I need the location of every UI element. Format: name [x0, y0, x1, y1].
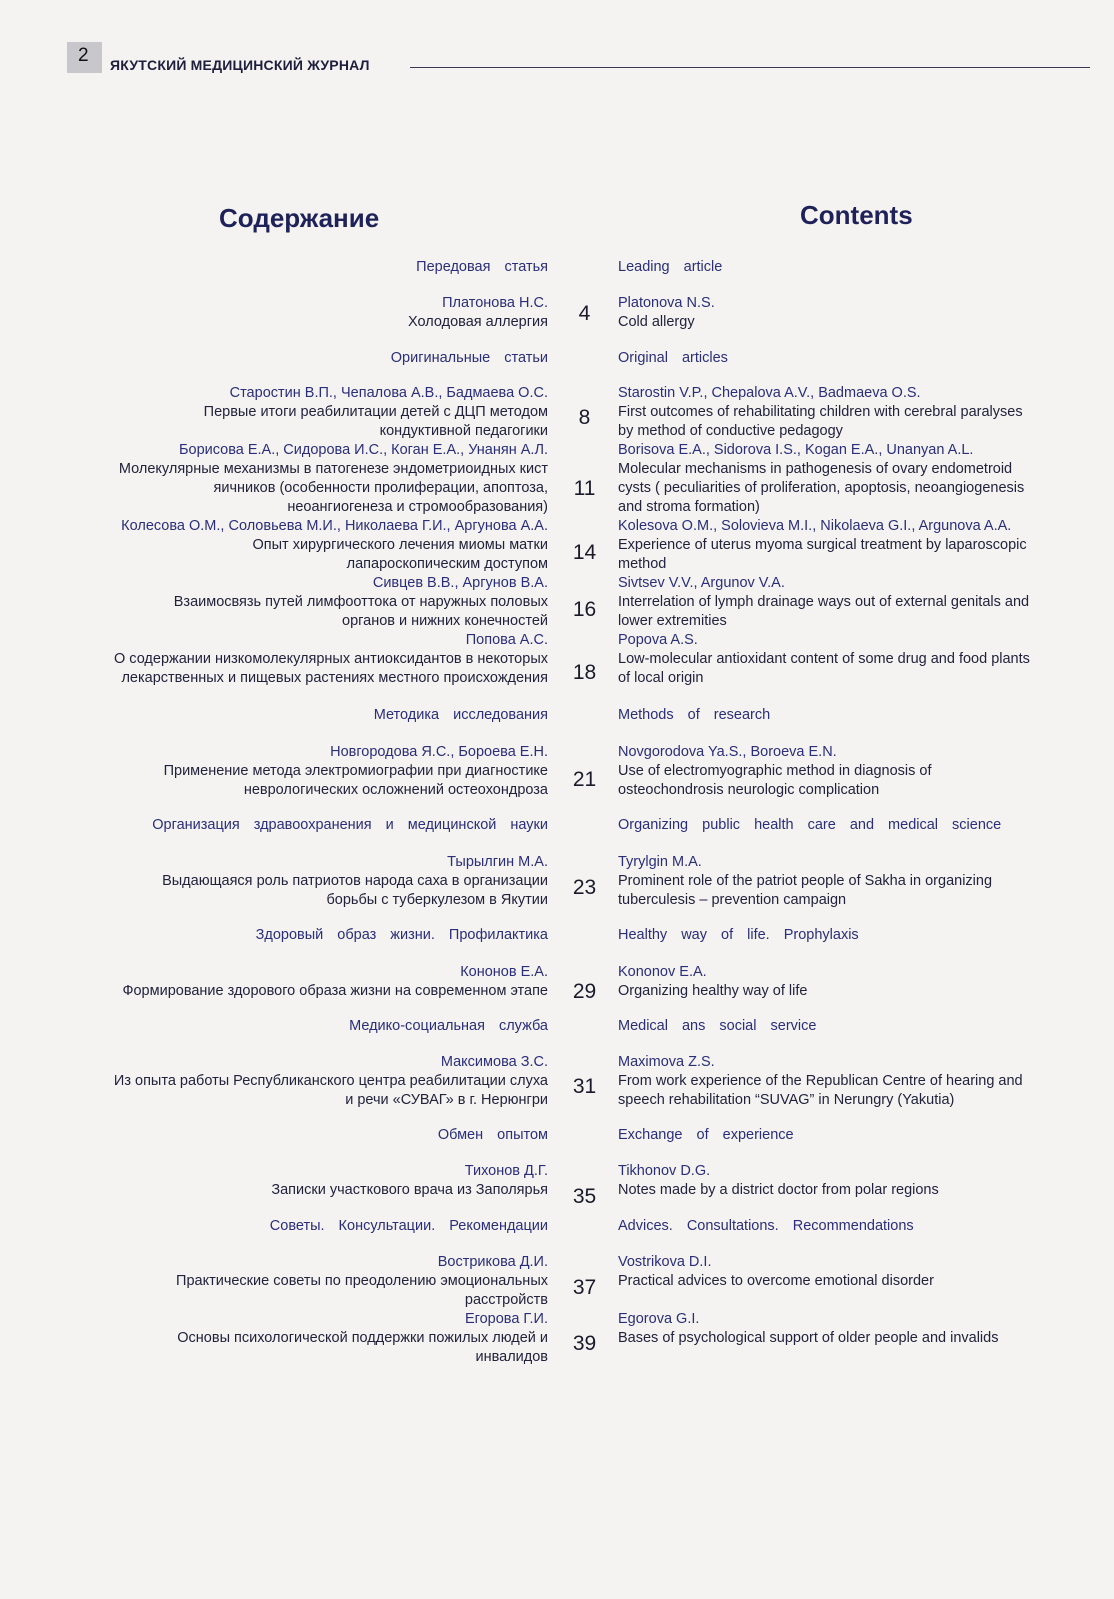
article-title-line: и речи «СУВАГ» в г. Нерюнгри	[345, 1092, 548, 1108]
article-page-number: 21	[572, 768, 597, 791]
article-title-line: Формирование здорового образа жизни на современном этапе	[122, 983, 548, 999]
article-page-number: 14	[572, 541, 597, 564]
article-authors: Вострикова Д.И.	[437, 1254, 548, 1270]
article-title-line: Cold allergy	[618, 314, 695, 330]
article-title-line: О содержании низкомолекулярных антиоксидантов в некоторых	[113, 651, 548, 667]
article-title-line: Experience of uterus myoma surgical treatment by laparoscopic	[618, 537, 1027, 553]
section-heading-en: Exchange of experience	[618, 1127, 794, 1143]
section-heading-en: Methods of research	[618, 707, 771, 723]
article-authors: Егорова Г.И.	[464, 1311, 548, 1327]
article-en-8[interactable]	[618, 853, 1088, 910]
article-title-line: неврологических осложнений остеохондроза	[243, 782, 548, 798]
article-title-line: инвалидов	[475, 1349, 548, 1365]
section-heading-ru: Здоровый образ жизни. Профилактика	[255, 927, 548, 943]
article-title-line: First outcomes of rehabilitating children with cerebral paralyses	[618, 404, 1023, 420]
article-title-line: by method of conductive pedagogy	[618, 423, 843, 439]
article-title-line: method	[618, 556, 667, 572]
article-ru-3[interactable]	[55, 441, 548, 517]
article-authors: Starostin V.P., Chepalova A.V., Badmaeva O.S.	[618, 385, 921, 401]
section-heading-ru: Советы. Консультации. Рекомендации	[269, 1218, 548, 1234]
article-authors: Borisova E.A., Sidorova I.S., Kogan E.A., Unanyan A.L.	[618, 442, 974, 458]
article-authors: Сивцев В.В., Аргунов В.А.	[372, 575, 548, 591]
section-heading-en: Leading article	[618, 259, 723, 275]
article-authors: Platonova N.S.	[618, 295, 715, 311]
article-page-number: 18	[572, 661, 597, 684]
article-title-line: Organizing healthy way of life	[618, 983, 808, 999]
article-ru-13[interactable]	[55, 1310, 548, 1367]
article-title-line: Notes made by a district doctor from polar regions	[618, 1182, 939, 1198]
article-ru-2[interactable]	[55, 384, 548, 441]
article-title-line: неоангиогенеза и стромообразования)	[287, 499, 548, 515]
article-title-line: tuberculesis – prevention campaign	[618, 892, 847, 908]
article-page-number: 37	[572, 1276, 597, 1299]
article-authors: Колесова О.М., Соловьева М.И., Николаева Г.И., Аргунова А.А.	[121, 518, 548, 534]
article-authors: Максимова З.С.	[440, 1054, 548, 1070]
article-page-number: 29	[572, 980, 597, 1003]
article-authors: Novgorodova Ya.S., Boroeva E.N.	[618, 744, 837, 760]
article-title-line: cysts ( peculiarities of proliferation, apoptosis, neoangiogenesis	[618, 480, 1025, 496]
header-rule	[410, 67, 1090, 68]
article-ru-8[interactable]	[55, 853, 548, 910]
article-en-4[interactable]	[618, 517, 1088, 574]
article-title-line: Взаимосвязь путей лимфооттока от наружных половых	[173, 594, 548, 610]
section-heading-en: Advices. Consultations. Recommendations	[618, 1218, 914, 1234]
article-title-line: борьбы с туберкулезом в Якутии	[326, 892, 548, 908]
article-title-line: Практические советы по преодолению эмоциональных	[176, 1273, 548, 1289]
article-page-number: 39	[572, 1332, 597, 1355]
section-heading-ru: Передовая статья	[416, 259, 548, 275]
article-title-line: Первые итоги реабилитации детей с ДЦП методом	[203, 404, 548, 420]
article-page-number: 35	[572, 1185, 597, 1208]
article-page-number: 31	[572, 1075, 597, 1098]
article-ru-6[interactable]	[55, 631, 548, 688]
article-authors: Kolesova O.M., Solovieva M.I., Nikolaeva G.I., Argunova A.A.	[618, 518, 1012, 534]
article-page-number: 11	[573, 477, 596, 500]
article-en-11[interactable]	[618, 1162, 1088, 1200]
article-title-line: Prominent role of the patriot people of Sakha in organizing	[618, 873, 993, 889]
article-authors: Kononov E.A.	[618, 964, 707, 980]
article-title-line: Выдающаяся роль патриотов народа саха в организации	[162, 873, 548, 889]
article-title-line: Low-molecular antioxidant content of some drug and food plants	[618, 651, 1030, 667]
article-en-12[interactable]	[618, 1253, 1088, 1291]
article-title-line: Bases of psychological support of older people and invalids	[618, 1330, 999, 1346]
article-title-line: кондуктивной педагогики	[379, 423, 548, 439]
contents-title-ru: Содержание	[219, 203, 380, 233]
article-title-line: Из опыта работы Республиканского центра реабилитации слуха	[113, 1073, 548, 1089]
article-authors: Попова А.С.	[465, 632, 548, 648]
section-heading-en: Medical ans social service	[618, 1018, 817, 1034]
contents-title-en: Contents	[800, 200, 913, 230]
article-authors: Tyrylgin M.A.	[618, 854, 702, 870]
article-authors: Tikhonov D.G.	[618, 1163, 711, 1179]
section-heading-ru: Организация здравоохранения и медицинской науки	[152, 817, 548, 833]
article-authors: Старостин В.П., Чепалова А.В., Бадмаева О.С.	[229, 385, 548, 401]
article-page-number: 8	[578, 406, 591, 429]
article-title-line: speech rehabilitation “SUVAG” in Nerungry (Yakutia)	[618, 1092, 955, 1108]
article-title-line: лапароскопическим доступом	[346, 556, 548, 572]
article-en-13[interactable]	[618, 1310, 1088, 1348]
article-en-5[interactable]	[618, 574, 1088, 631]
article-authors: Платонова Н.С.	[442, 295, 548, 311]
article-title-line: Холодовая аллергия	[408, 314, 548, 330]
article-title-line: Основы психологической поддержки пожилых людей и	[177, 1330, 548, 1346]
article-authors: Popova A.S.	[618, 632, 698, 648]
article-en-10[interactable]	[618, 1053, 1088, 1110]
article-ru-7[interactable]	[55, 743, 548, 800]
article-en-6[interactable]	[618, 631, 1088, 688]
article-authors: Egorova G.I.	[618, 1311, 700, 1327]
journal-title: ЯКУТСКИЙ МЕДИЦИНСКИЙ ЖУРНАЛ	[110, 57, 370, 73]
article-page-number: 23	[572, 876, 597, 899]
article-ru-10[interactable]	[55, 1053, 548, 1110]
section-heading-en: Original articles	[618, 350, 728, 366]
article-authors: Sivtsev V.V., Argunov V.A.	[618, 575, 785, 591]
article-en-2[interactable]	[618, 384, 1088, 441]
article-ru-1[interactable]	[55, 294, 548, 332]
article-page-number: 4	[578, 302, 591, 325]
section-heading-en: Healthy way of life. Prophylaxis	[618, 927, 859, 943]
article-authors: Тихонов Д.Г.	[464, 1163, 548, 1179]
article-title-line: Use of electromyographic method in diagnosis of	[618, 763, 932, 779]
article-en-1[interactable]	[618, 294, 1088, 332]
article-authors: Тырылгин М.А.	[447, 854, 548, 870]
article-title-line: Practical advices to overcome emotional disorder	[618, 1273, 934, 1289]
section-heading-en: Organizing public health care and medical science	[618, 817, 1002, 833]
section-heading-ru: Методика исследования	[373, 707, 548, 723]
article-title-line: Molecular mechanisms in pathogenesis of ovary endometroid	[618, 461, 1013, 477]
article-title-line: лекарственных и пищевых растениях местного происхождения	[121, 670, 548, 686]
article-ru-5[interactable]	[55, 574, 548, 631]
article-authors: Новгородова Я.С., Бороева Е.Н.	[330, 744, 548, 760]
article-ru-12[interactable]	[55, 1253, 548, 1310]
article-en-3[interactable]	[618, 441, 1088, 517]
article-title-line: Записки участкового врача из Заполярья	[271, 1182, 548, 1198]
article-title-line: Молекулярные механизмы в патогенезе эндометриоидных кист	[118, 461, 548, 477]
article-page-number: 16	[572, 598, 597, 621]
article-en-7[interactable]	[618, 743, 1088, 800]
article-ru-11[interactable]	[55, 1162, 548, 1200]
section-heading-ru: Оригинальные статьи	[390, 350, 548, 366]
article-ru-9[interactable]	[55, 963, 548, 1001]
section-heading-ru: Медико-социальная служба	[349, 1018, 548, 1034]
section-heading-ru: Обмен опытом	[437, 1127, 548, 1143]
article-title-line: Interrelation of lymph drainage ways out of external genitals and	[618, 594, 1030, 610]
article-authors: Кононов Е.А.	[460, 964, 548, 980]
article-title-line: of local origin	[618, 670, 704, 686]
article-title-line: Опыт хирургического лечения миомы матки	[252, 537, 548, 553]
page-number: 2	[67, 42, 102, 73]
article-authors: Maximova Z.S.	[618, 1054, 715, 1070]
article-en-9[interactable]	[618, 963, 1088, 1001]
article-ru-4[interactable]	[55, 517, 548, 574]
article-title-line: расстройств	[464, 1292, 548, 1308]
article-title-line: From work experience of the Republican Centre of hearing and	[618, 1073, 1023, 1089]
article-title-line: and stroma formation)	[618, 499, 760, 515]
article-title-line: органов и нижних конечностей	[342, 613, 548, 629]
article-authors: Vostrikova D.I.	[618, 1254, 712, 1270]
article-title-line: яичников (особенности пролиферации, апоптоза,	[213, 480, 548, 496]
article-authors: Борисова Е.А., Сидорова И.С., Коган Е.А., Унанян А.Л.	[179, 442, 548, 458]
article-title-line: osteochondrosis neurologic complication	[618, 782, 880, 798]
article-title-line: lower extremities	[618, 613, 727, 629]
article-title-line: Применение метода электромиографии при диагностике	[163, 763, 548, 779]
